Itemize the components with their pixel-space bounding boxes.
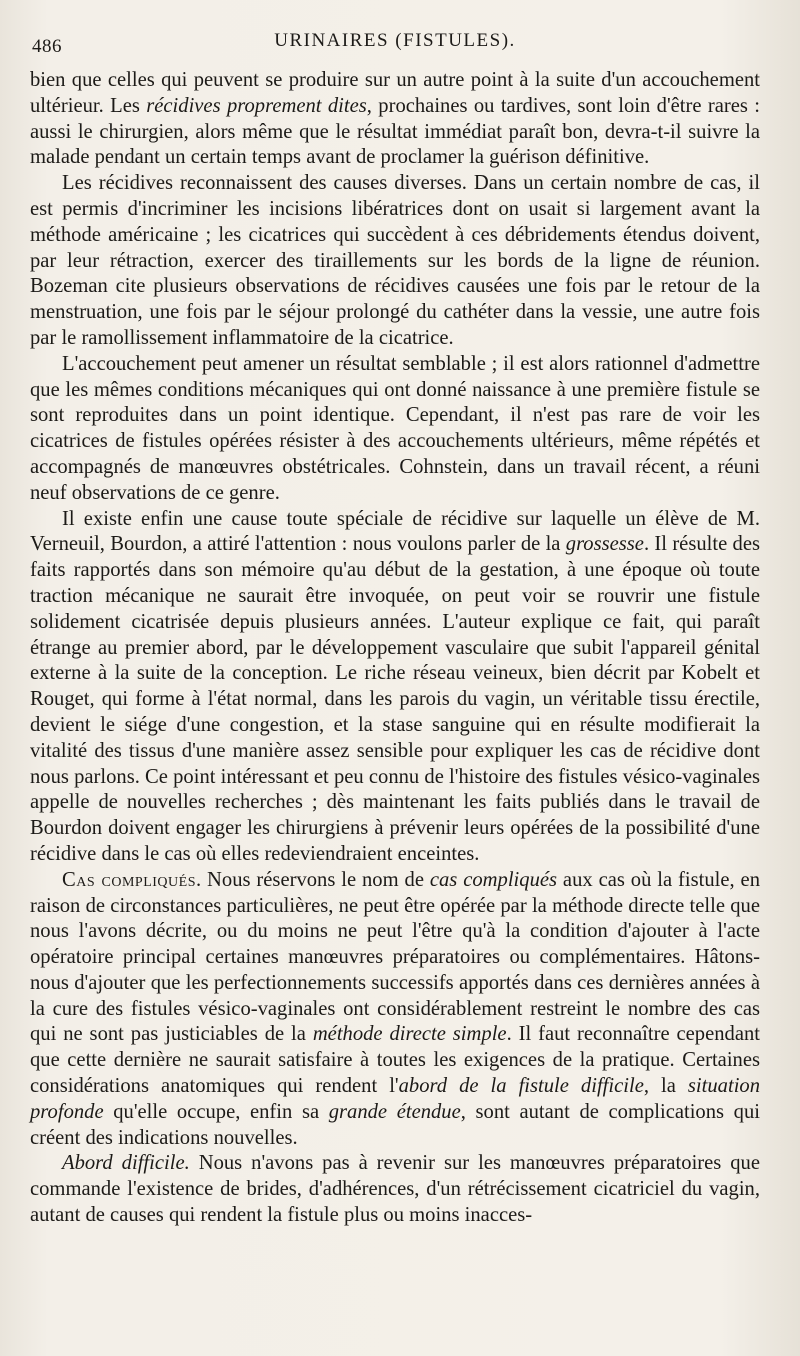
italic-span: méthode directe simple bbox=[312, 1023, 507, 1046]
text-span: , prochaines ou tardives, sont loin d'être rares : aussi le chirurgien, alors même que le résultat immédiat paraît bon, devra-t-il suivre la malade pendant un certain temps avant de proclamer la guérison définitive. bbox=[30, 94, 760, 169]
text-span: Les récidives reconnaissent des causes diverses. Dans un certain nombre de cas, il est permis d'incriminer les incisions libératrices dont on usait si largement avant la méthode américaine ; les cicatrices qui succèdent à ces débridements étendus doivent, par leur rétraction, exercer des tiraillements sur les bords de la ligne de réunion. Bozeman cite plusieurs observations de récidives causées une fois par le retour de la menstruation, une fois par le séjour prolongé du cathéter dans la vessie, une autre fois par le ramollissement inflammatoire de la cicatrice. bbox=[30, 172, 760, 349]
section-heading-smallcaps: Cas compliqués bbox=[62, 868, 196, 891]
paragraph-causes bbox=[30, 171, 760, 352]
text-span: L'accouchement peut amener un résultat semblable ; il est alors rationnel d'admettre que les mêmes conditions mécaniques qui ont donné naissance à une première fistule se sont reproduites dans un point identique. Cependant, il n'est pas rare de voir les cicatrices de fistules opérées résister à des accouchements ultérieurs, même répétés et accompagnés de manœuvres obstétricales. Cohnstein, dans un travail récent, a réuni neuf observations de ce genre. bbox=[30, 352, 760, 504]
paragraph-accouchement bbox=[30, 352, 760, 507]
text-span: Il existe enfin une cause toute spéciale de récidive sur laquelle un élève de M. Verneuil, Bourdon, a attiré l'attention : nous voulons parler de la bbox=[30, 507, 760, 556]
paragraph-recidives-intro bbox=[30, 68, 760, 171]
italic-span: abord de la fistule difficile bbox=[398, 1075, 644, 1098]
page-number: 486 bbox=[32, 36, 62, 57]
italic-span: cas compliqués bbox=[429, 868, 558, 891]
running-title: URINAIRES (FISTULES). bbox=[274, 30, 516, 51]
text-span: , la bbox=[643, 1075, 688, 1098]
text-span: bien que celles qui peuvent se produire sur un autre point à la suite d'un accouchement ultérieur. Les bbox=[30, 69, 760, 117]
italic-span: récidives proprement dites bbox=[146, 94, 367, 117]
text-span: Nous n'avons pas à revenir sur les manœuvres préparatoires que commande l'existence de brides, d'adhérences, d'un rétrécissement cicatriciel du vagin, autant de causes qui rendent la fistule plus ou moins inacces- bbox=[30, 1152, 760, 1227]
text-span: , sont autant de complications qui créent des indications nouvelles. bbox=[30, 1100, 760, 1149]
body-text bbox=[30, 68, 760, 1229]
text-span: . Nous réservons le nom de bbox=[196, 868, 430, 891]
text-span: . Il résulte des faits rapportés dans son mémoire qu'au début de la gestation, à une époque où toute traction mécanique ne saurait être invoquée, on peut voir se rouvrir une fistule solidement cicatrisée depuis plusieurs années. L'auteur explique ce fait, qui paraît étrange au premier abord, par le développement vasculaire que subit l'appareil génital externe à la suite de la conception. Le riche réseau veineux, bien décrit par Kobelt et Rouget, qui forme à l'état normal, dans les parois du vagin, un véritable tissu érectile, devient le siége d'une congestion, et la stase sanguine qui en résulte modifierait la vitalité des tissus d'une manière assez sensible pour expliquer les cas de récidive dont nous parlons. Ce point intéressant et peu connu de l'histoire des fistules vésico-vaginales appelle de nouvelles recherches ; dès maintenant les faits publiés dans le travail de Bourdon doivent engager les chirurgiens à prévenir leurs opérées de la possibilité d'une récidive dans le cas où elles redeviendraient enceintes. bbox=[30, 533, 760, 865]
paragraph-abord-difficile bbox=[30, 1151, 760, 1228]
italic-span: grossesse bbox=[565, 533, 644, 556]
text-span: . Il faut reconnaître cependant que cette dernière ne saurait satisfaire à toutes les exigences de la pratique. Certaines considérations anatomiques qui rendent l' bbox=[30, 1023, 760, 1098]
paragraph-grossesse bbox=[30, 507, 760, 868]
text-span: aux cas où la fistule, en raison de circonstances particulières, ne peut être opérée par la méthode directe telle que nous l'avons décrite, ou du moins ne peut l'être qu'à la condition d'ajouter à l'acte opératoire principal certaines manœuvres préparatoires ou complémentaires. Hâtons-nous d'ajouter que les perfectionnements successifs apportés dans ces dernières années à la cure des fistules vésico-vaginales ont considérablement restreint le nombre des cas qui ne sont pas justiciables de la bbox=[30, 868, 760, 1046]
paragraph-cas-compliques bbox=[30, 868, 760, 1152]
italic-span: grande étendue bbox=[328, 1100, 461, 1123]
italic-span: situation profonde bbox=[30, 1075, 761, 1123]
italic-heading: Abord difficile. bbox=[62, 1152, 190, 1175]
text-span: qu'elle occupe, enfin sa bbox=[103, 1100, 329, 1123]
running-head bbox=[30, 28, 760, 58]
